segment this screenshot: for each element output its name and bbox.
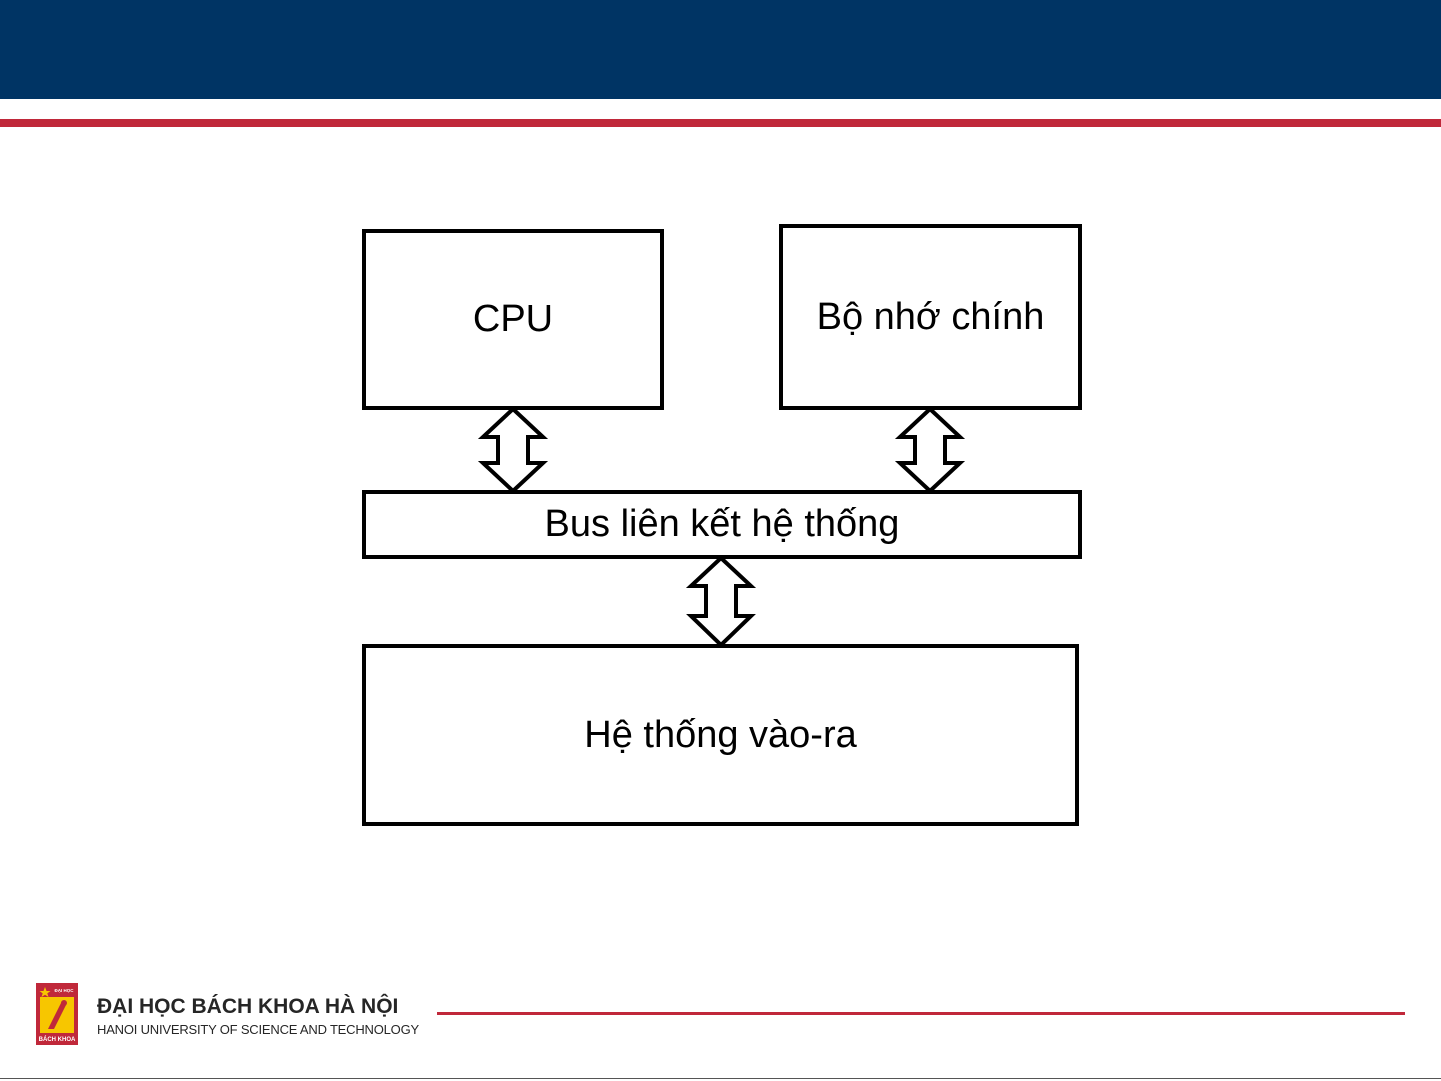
university-subtitle: HANOI UNIVERSITY OF SCIENCE AND TECHNOLOGY (97, 1022, 419, 1037)
io-system-box (362, 644, 1079, 826)
cpu-label: CPU (472, 298, 554, 340)
io-system-label: Hệ thống vào-ra (584, 713, 857, 756)
bottom-rule (0, 1078, 1441, 1079)
cpu-bus-arrow (482, 409, 544, 491)
bus-io-arrow (690, 558, 752, 645)
main-memory-box (779, 224, 1082, 410)
logo-bottom-text: BÁCH KHOA (38, 1037, 76, 1043)
memory-bus-arrow (899, 409, 961, 491)
system-bus-label: Bus liên kết hệ thống (544, 503, 900, 545)
header-accent-stripe (0, 119, 1441, 127)
header-band (0, 0, 1441, 99)
cpu-box (362, 229, 664, 410)
system-bus-box (362, 490, 1082, 559)
footer-accent-line (437, 1012, 1405, 1015)
university-name: ĐẠI HỌC BÁCH KHOA HÀ NỘI (97, 995, 399, 1018)
main-memory-label: Bộ nhớ chính (816, 295, 1045, 338)
bach-khoa-logo-icon (36, 983, 78, 1045)
logo-top-text: ĐẠI HỌC (54, 988, 74, 993)
